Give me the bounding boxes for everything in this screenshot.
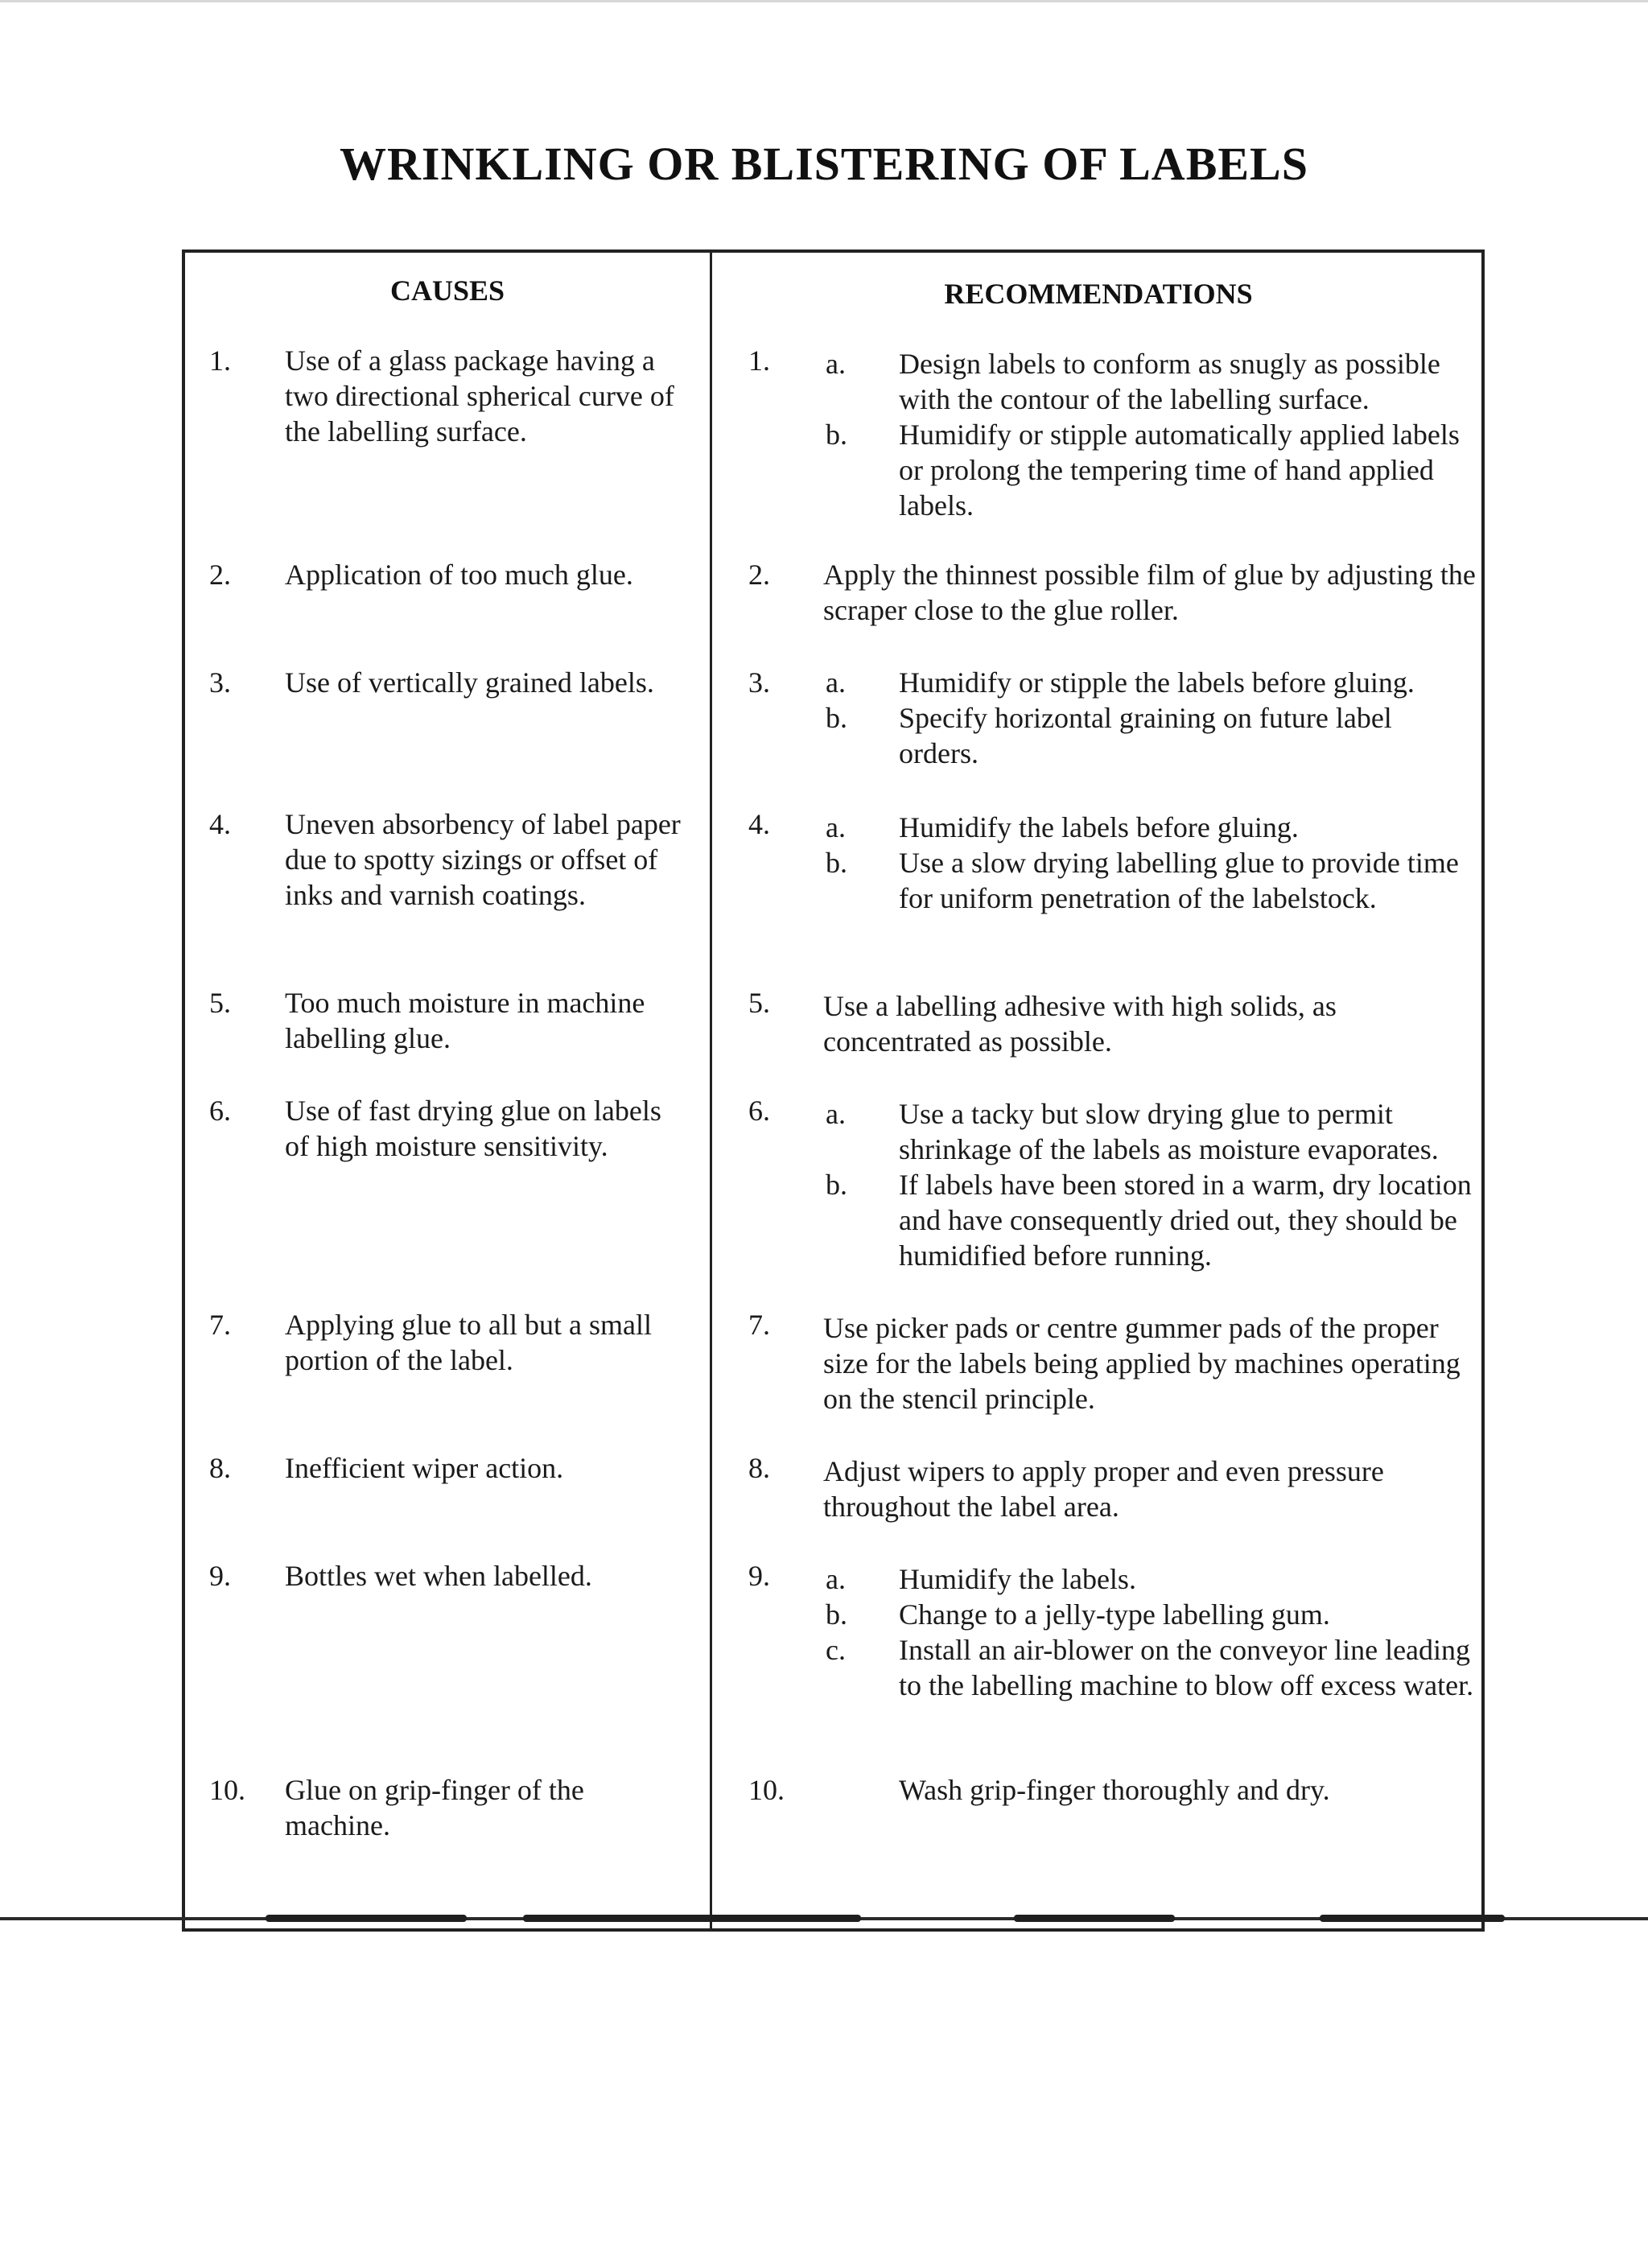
recommendation-list bbox=[823, 1307, 1648, 1416]
recommendation-letter: b. bbox=[826, 1598, 847, 1631]
cause-text: Application of too much glue. bbox=[285, 559, 633, 591]
recommendation-letter: c. bbox=[826, 1634, 846, 1666]
recommendation-number: 1. bbox=[748, 344, 770, 377]
recommendation-number: 6. bbox=[748, 1095, 770, 1127]
recommendation-item bbox=[823, 1167, 1648, 1273]
page-fold-shadow bbox=[523, 1915, 861, 1922]
cause-text: Uneven absorbency of label paper due to spotty sizings or offset of inks and varnish coatings. bbox=[285, 808, 681, 911]
page-fold-shadow bbox=[1320, 1915, 1505, 1922]
recommendation-text: Design labels to conform as snugly as possible with the contour of the labelling surface. bbox=[899, 348, 1440, 415]
causes-header: CAUSES bbox=[389, 274, 505, 307]
recommendation-text: If labels have been stored in a warm, dry location and have consequently dried out, they should be humidified before running. bbox=[899, 1169, 1472, 1272]
recommendation-item bbox=[823, 1597, 1648, 1632]
recommendation-text: Apply the thinnest possible film of glue by adjusting the scraper close to the glue roller. bbox=[823, 559, 1476, 626]
cause-text: Glue on grip-finger of the machine. bbox=[285, 1774, 584, 1841]
recommendation-list bbox=[823, 343, 1648, 523]
recommendation-text: Use a labelling adhesive with high solids, as concentrated as possible. bbox=[823, 990, 1337, 1058]
recommendation-text: Specify horizontal graining on future label orders. bbox=[899, 702, 1392, 769]
recommendation-letter: b. bbox=[826, 419, 847, 451]
recommendation-item bbox=[823, 1632, 1648, 1703]
recommendation-item bbox=[823, 845, 1648, 916]
cause-number: 7. bbox=[209, 1309, 231, 1341]
recommendation-item bbox=[823, 700, 1648, 771]
cause-number: 3. bbox=[209, 666, 231, 699]
recommendation-list bbox=[823, 665, 1648, 771]
recommendation-letter: b. bbox=[826, 702, 847, 734]
recommendation-letter: a. bbox=[826, 811, 846, 843]
recommendation-text: Humidify or stipple the labels before gluing. bbox=[899, 666, 1415, 699]
recommendation-letter: b. bbox=[826, 847, 847, 879]
cause-number: 6. bbox=[209, 1095, 231, 1127]
recommendation-item bbox=[823, 346, 1648, 417]
recommendation-number: 8. bbox=[748, 1452, 770, 1484]
cause-text: Bottles wet when labelled. bbox=[285, 1560, 592, 1592]
recommendation-list bbox=[823, 985, 1648, 1059]
recommendation-list bbox=[823, 1772, 1648, 1808]
column-divider bbox=[710, 253, 712, 1928]
page-fold-shadow bbox=[1014, 1915, 1175, 1922]
causes-recommendations-table bbox=[182, 249, 1485, 1932]
recommendation-text: Install an air-blower on the conveyor line leading to the labelling machine to blow off excess water. bbox=[899, 1634, 1474, 1701]
recommendation-letter: a. bbox=[826, 1098, 846, 1130]
recommendation-list bbox=[823, 806, 1648, 916]
recommendation-list bbox=[823, 1093, 1648, 1273]
recommendation-item bbox=[823, 1096, 1648, 1167]
cause-number: 9. bbox=[209, 1560, 231, 1592]
page-top-edge bbox=[0, 0, 1648, 2]
recommendation-letter: a. bbox=[826, 1563, 846, 1595]
recommendation-number: 9. bbox=[748, 1560, 770, 1592]
cause-text: Use of a glass package having a two directional spherical curve of the labelling surface. bbox=[285, 344, 674, 447]
recommendations-header: RECOMMENDATIONS bbox=[944, 278, 1253, 310]
recommendation-number: 10. bbox=[748, 1774, 785, 1806]
cause-number: 10. bbox=[209, 1774, 245, 1806]
cause-number: 2. bbox=[209, 559, 231, 591]
cause-number: 1. bbox=[209, 344, 231, 377]
cause-number: 5. bbox=[209, 987, 231, 1019]
recommendation-number: 3. bbox=[748, 666, 770, 699]
cause-text: Use of vertically grained labels. bbox=[285, 666, 654, 699]
recommendation-item bbox=[823, 1772, 1648, 1808]
recommendation-text: Use a tacky but slow drying glue to permit shrinkage of the labels as moisture evaporates. bbox=[899, 1098, 1439, 1165]
recommendation-number: 5. bbox=[748, 987, 770, 1019]
cause-text: Too much moisture in machine labelling glue. bbox=[285, 987, 645, 1054]
recommendation-list bbox=[823, 1450, 1648, 1524]
recommendation-letter: b. bbox=[826, 1169, 847, 1201]
cause-number: 8. bbox=[209, 1452, 231, 1484]
recommendation-item bbox=[823, 665, 1648, 700]
recommendation-letter: a. bbox=[826, 666, 846, 699]
cause-text: Applying glue to all but a small portion of the label. bbox=[285, 1309, 652, 1376]
recommendation-item bbox=[823, 1561, 1648, 1597]
page-title: WRINKLING OR BLISTERING OF LABELS bbox=[339, 138, 1309, 190]
recommendation-number: 4. bbox=[748, 808, 770, 840]
recommendation-item bbox=[823, 810, 1648, 845]
recommendation-text: Adjust wipers to apply proper and even pressure throughout the label area. bbox=[823, 1455, 1384, 1523]
recommendation-number: 2. bbox=[748, 559, 770, 591]
recommendation-text: Use a slow drying labelling glue to provide time for uniform penetration of the labelstock. bbox=[899, 847, 1459, 914]
page-fold-shadow bbox=[266, 1915, 467, 1922]
recommendation-text: Humidify the labels before gluing. bbox=[899, 811, 1299, 843]
cause-number: 4. bbox=[209, 808, 231, 840]
recommendation-text: Use picker pads or centre gummer pads of the proper size for the labels being applied by machines operating on the stencil principle. bbox=[823, 1312, 1461, 1415]
recommendation-text: Humidify the labels. bbox=[899, 1563, 1136, 1595]
recommendation-list bbox=[823, 557, 1648, 628]
recommendation-text: Change to a jelly-type labelling gum. bbox=[899, 1598, 1330, 1631]
cause-text: Use of fast drying glue on labels of high moisture sensitivity. bbox=[285, 1095, 661, 1162]
recommendation-item bbox=[823, 417, 1648, 523]
recommendation-text: Humidify or stipple automatically applied labels or prolong the tempering time of hand applied labels. bbox=[899, 419, 1460, 522]
recommendation-number: 7. bbox=[748, 1309, 770, 1341]
cause-text: Inefficient wiper action. bbox=[285, 1452, 564, 1484]
recommendation-text: Wash grip-finger thoroughly and dry. bbox=[899, 1774, 1330, 1806]
recommendation-list bbox=[823, 1558, 1648, 1703]
recommendation-letter: a. bbox=[826, 348, 846, 380]
